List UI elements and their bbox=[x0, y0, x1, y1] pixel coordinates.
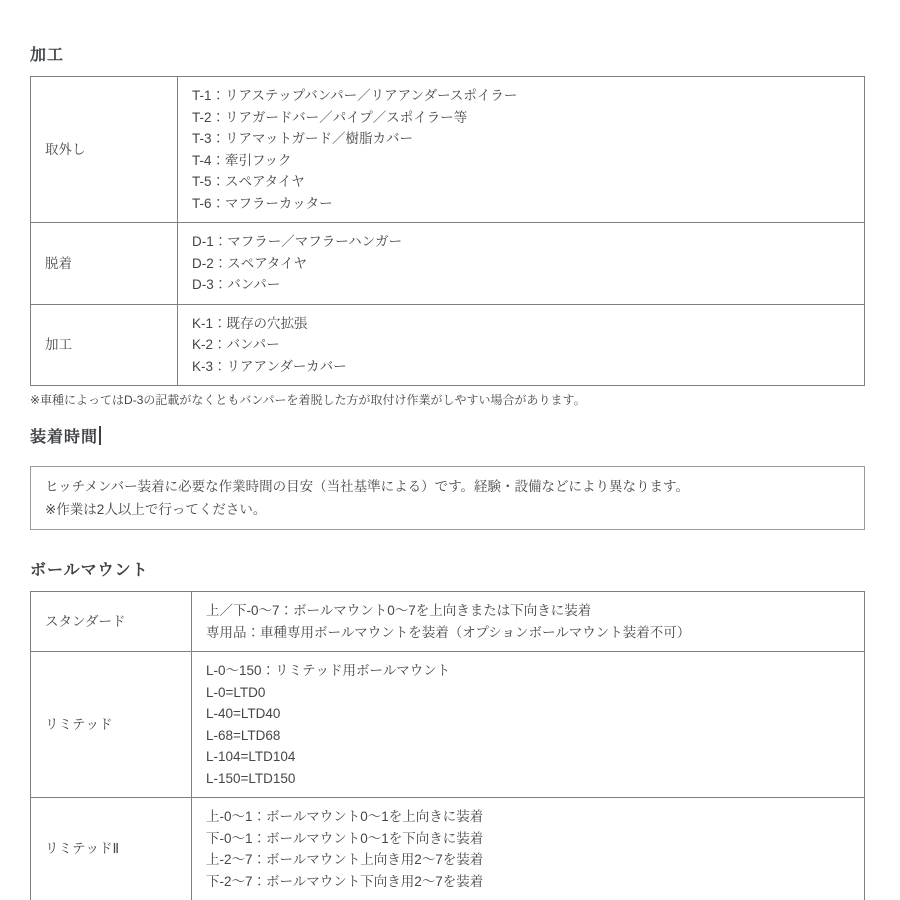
kakou-table bbox=[30, 76, 865, 386]
section-heading-souchaku-jikan bbox=[30, 424, 870, 447]
table-row bbox=[31, 304, 865, 386]
item-line: L-150=LTD150 bbox=[206, 770, 296, 786]
section-heading-text: 装着時間 bbox=[30, 429, 99, 446]
item-line: 上／下-0〜7：ボールマウント0〜7を上向きまたは下向きに装着 bbox=[206, 603, 592, 618]
item-line: D-3：バンパー bbox=[192, 277, 281, 292]
row-label-kakou: 加工 bbox=[31, 304, 178, 386]
row-label-limited: リミテッド bbox=[31, 652, 192, 798]
row-items-cell bbox=[178, 223, 865, 305]
table-row bbox=[31, 798, 865, 900]
item-line: T-4：牽引フック bbox=[192, 152, 292, 168]
item-line: 上-0〜1：ボールマウント0〜1を上向きに装着 bbox=[206, 809, 484, 824]
row-items-cell bbox=[192, 592, 865, 652]
row-label-datchaku: 脱着 bbox=[31, 223, 178, 305]
row-items-cell bbox=[192, 652, 865, 798]
item-line: L-68=LTD68 bbox=[206, 727, 281, 743]
row-label-limited-2: リミテッドⅡ bbox=[31, 798, 192, 900]
ballmount-table bbox=[30, 591, 865, 900]
item-line: D-1：マフラー／マフラーハンガー bbox=[192, 234, 403, 249]
table-row bbox=[31, 592, 865, 652]
item-line: L-0〜150：リミテッド用ボールマウント bbox=[206, 663, 451, 678]
row-items-cell bbox=[178, 304, 865, 386]
row-items-cell bbox=[178, 77, 865, 223]
table-row bbox=[31, 223, 865, 305]
item-line: T-2：リアガードバー／パイプ／スポイラー等 bbox=[192, 109, 468, 125]
item-line: K-2：バンパー bbox=[192, 337, 280, 352]
section-heading-ballmount: ボールマウント bbox=[30, 562, 149, 579]
text-cursor bbox=[99, 426, 101, 445]
item-line: 下-0〜1：ボールマウント0〜1を下向きに装着 bbox=[206, 830, 484, 846]
row-items-cell bbox=[192, 798, 865, 900]
item-line: T-5：スペアタイヤ bbox=[192, 174, 305, 189]
kakou-footnote: ※車種によってはD-3の記載がなくともバンパーを着脱した方が取付け作業がしやすい場合があります。 bbox=[30, 393, 586, 407]
item-line: D-2：スペアタイヤ bbox=[192, 255, 308, 271]
item-line: L-0=LTD0 bbox=[206, 684, 266, 700]
item-line: 上-2〜7：ボールマウント上向き用2〜7を装着 bbox=[206, 852, 484, 867]
row-label-standard: スタンダード bbox=[31, 592, 192, 652]
item-line: K-3：リアアンダーカバー bbox=[192, 358, 347, 374]
info-line: ※作業は2人以上で行ってください。 bbox=[45, 502, 267, 517]
table-row bbox=[31, 652, 865, 798]
row-label-torihazushi: 取外し bbox=[31, 77, 178, 223]
souchaku-info-box bbox=[30, 466, 865, 530]
item-line: T-1：リアステップバンパー／リアアンダースポイラー bbox=[192, 88, 518, 103]
item-line: L-40=LTD40 bbox=[206, 706, 281, 721]
item-line: 下-2〜7：ボールマウント下向き用2〜7を装着 bbox=[206, 873, 484, 889]
section-heading-kakou: 加工 bbox=[30, 47, 65, 64]
item-line: K-1：既存の穴拡張 bbox=[192, 315, 308, 331]
item-line: 専用品：車種専用ボールマウントを装着（オプションボールマウント装着不可） bbox=[206, 624, 691, 640]
item-line: T-3：リアマットガード／樹脂カバー bbox=[192, 131, 414, 146]
table-row bbox=[31, 77, 865, 223]
item-line: T-6：マフラーカッター bbox=[192, 195, 333, 211]
info-line: ヒッチメンバー装着に必要な作業時間の目安（当社基準による）です。経験・設備などにより異なります。 bbox=[45, 479, 689, 494]
item-line: L-104=LTD104 bbox=[206, 749, 296, 764]
